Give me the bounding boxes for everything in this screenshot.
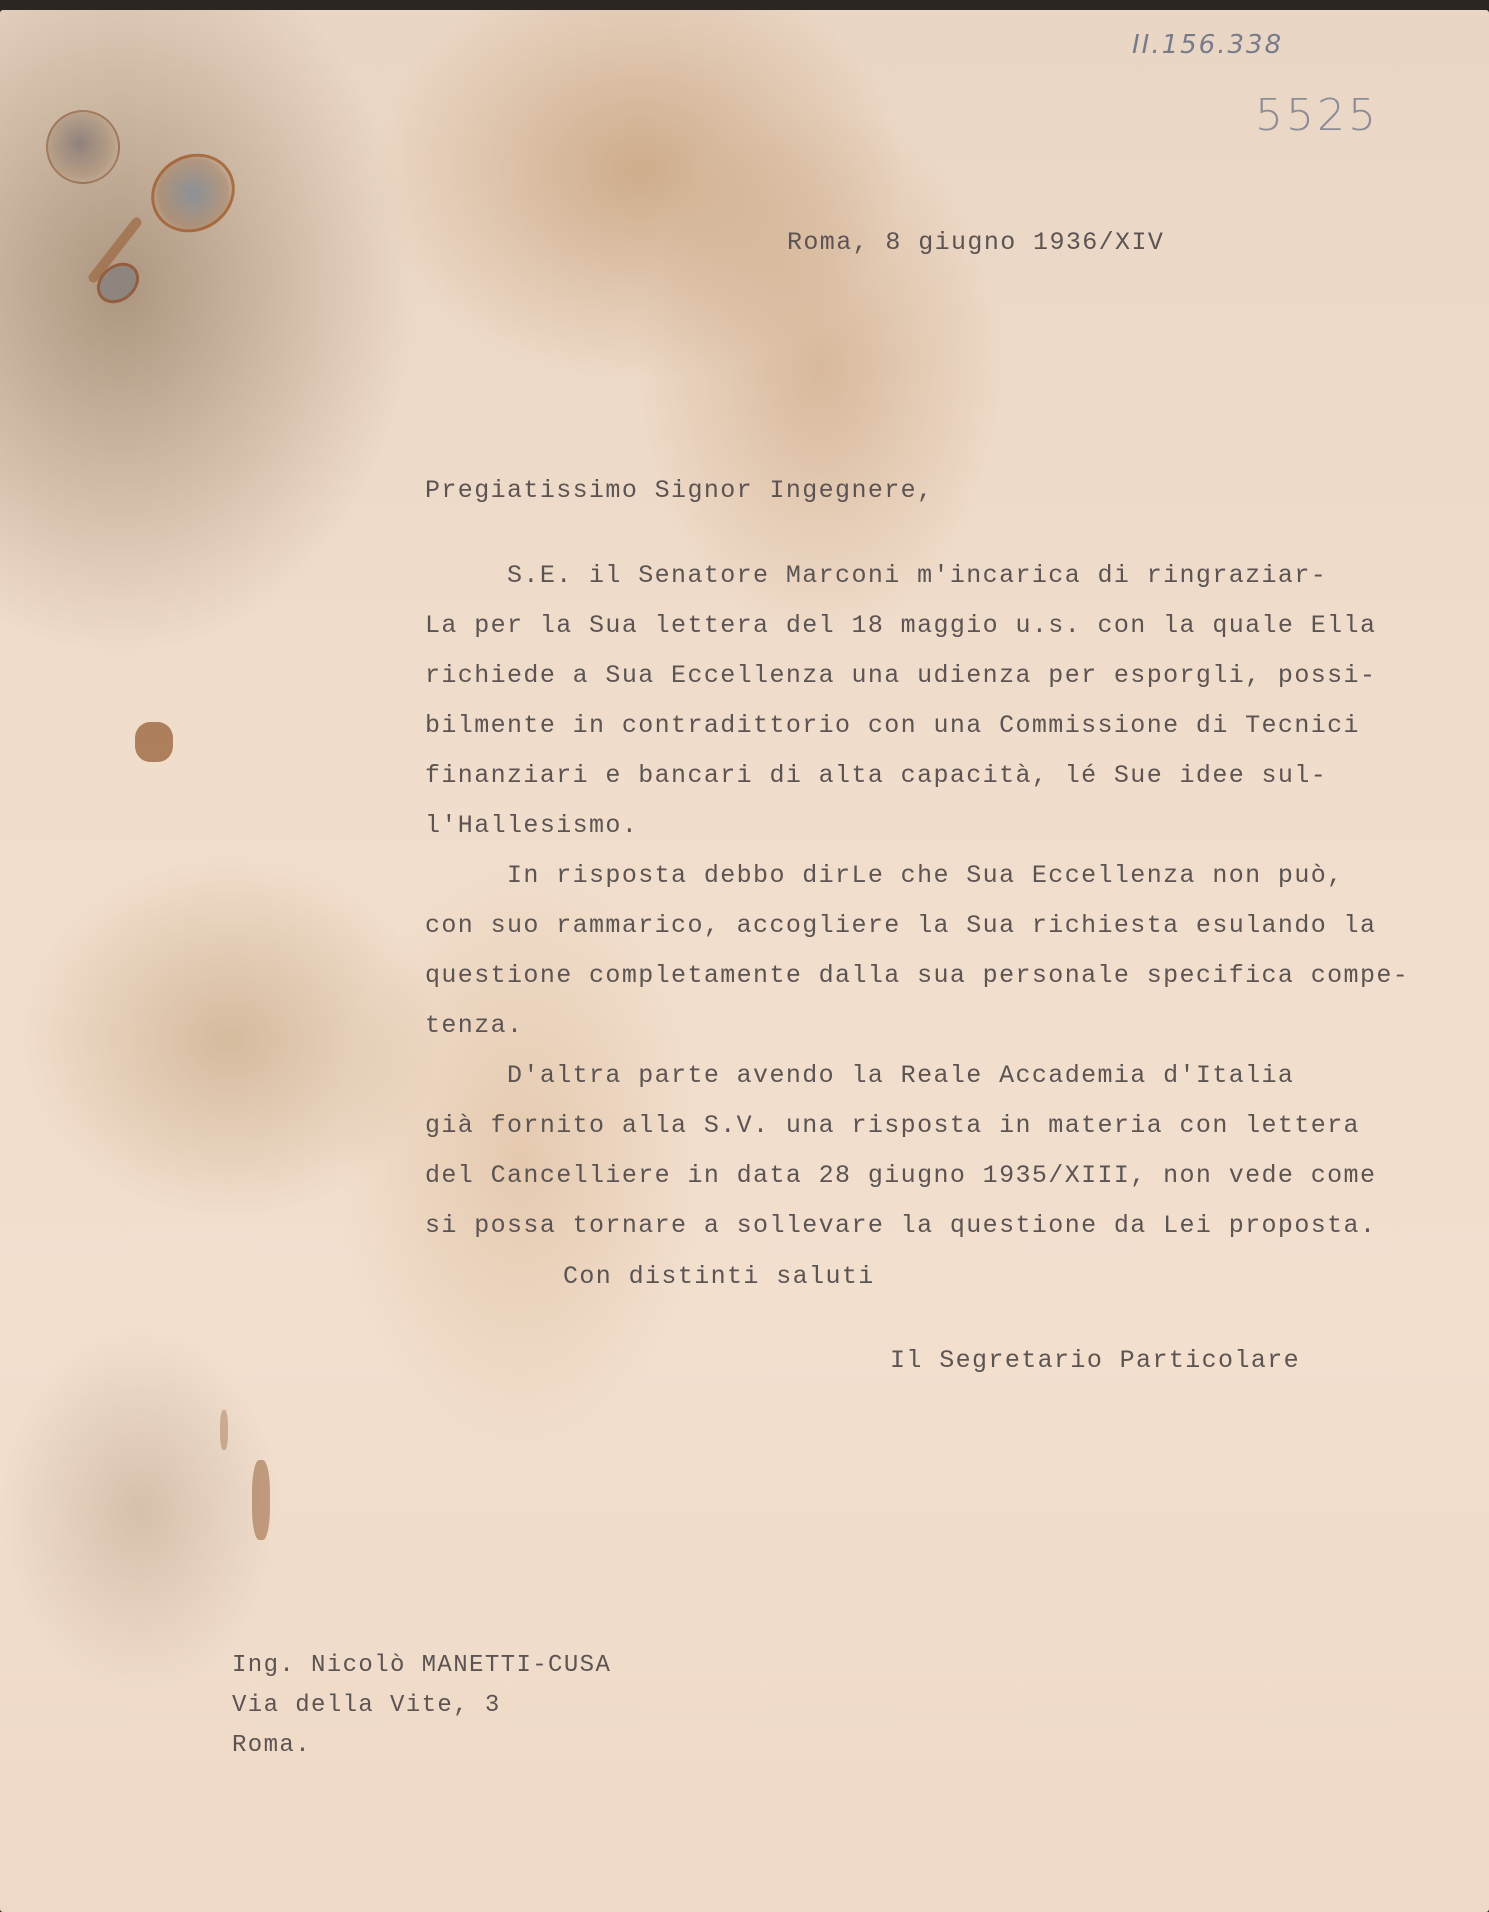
closing: Con distinti saluti: [563, 1262, 875, 1291]
body-line: richiede a Sua Eccellenza una udienza per esporgli, possi-: [425, 661, 1377, 690]
rust-stain: [46, 110, 120, 184]
body-line: finanziari e bancari di alta capacità, lé Sue idee sul-: [425, 761, 1328, 790]
rust-spot: [135, 722, 173, 762]
body-line: tenza.: [425, 1011, 524, 1040]
body-line: l'Hallesismo.: [425, 811, 639, 840]
letter-page: [0, 10, 1489, 1912]
address-line: Roma.: [232, 1732, 312, 1759]
address-line: Ing. Nicolò MANETTI-CUSA: [232, 1652, 612, 1679]
body-line: con suo rammarico, accogliere la Sua richiesta esulando la: [425, 911, 1377, 940]
body-line: si possa tornare a sollevare la questione da Lei proposta.: [425, 1211, 1377, 1240]
salutation: Pregiatissimo Signor Ingegnere,: [425, 476, 934, 505]
body-line: questione completamente dalla sua personale specifica compe-: [425, 961, 1410, 990]
body-line: La per la Sua lettera del 18 maggio u.s. con la quale Ella: [425, 611, 1377, 640]
body-line: D'altra parte avendo la Reale Accademia d'Italia: [425, 1061, 1295, 1090]
body-line: già fornito alla S.V. una risposta in materia con lettera: [425, 1111, 1360, 1140]
archive-reference: II.156.338: [1132, 30, 1284, 60]
archive-number: 5525: [1255, 90, 1379, 141]
rust-stain: [137, 139, 249, 248]
body-line: S.E. il Senatore Marconi m'incarica di ringraziar-: [425, 561, 1328, 590]
body-line: bilmente in contradittorio con una Commissione di Tecnici: [425, 711, 1360, 740]
place-date: Roma, 8 giugno 1936/XIV: [787, 228, 1165, 257]
rust-spot: [252, 1460, 270, 1540]
rust-spot: [220, 1410, 228, 1450]
address-line: Via della Vite, 3: [232, 1692, 501, 1719]
body-line: del Cancelliere in data 28 giugno 1935/XIII, non vede come: [425, 1161, 1377, 1190]
signature: Il Segretario Particolare: [890, 1346, 1301, 1375]
body-line: In risposta debbo dirLe che Sua Eccellenza non può,: [425, 861, 1344, 890]
